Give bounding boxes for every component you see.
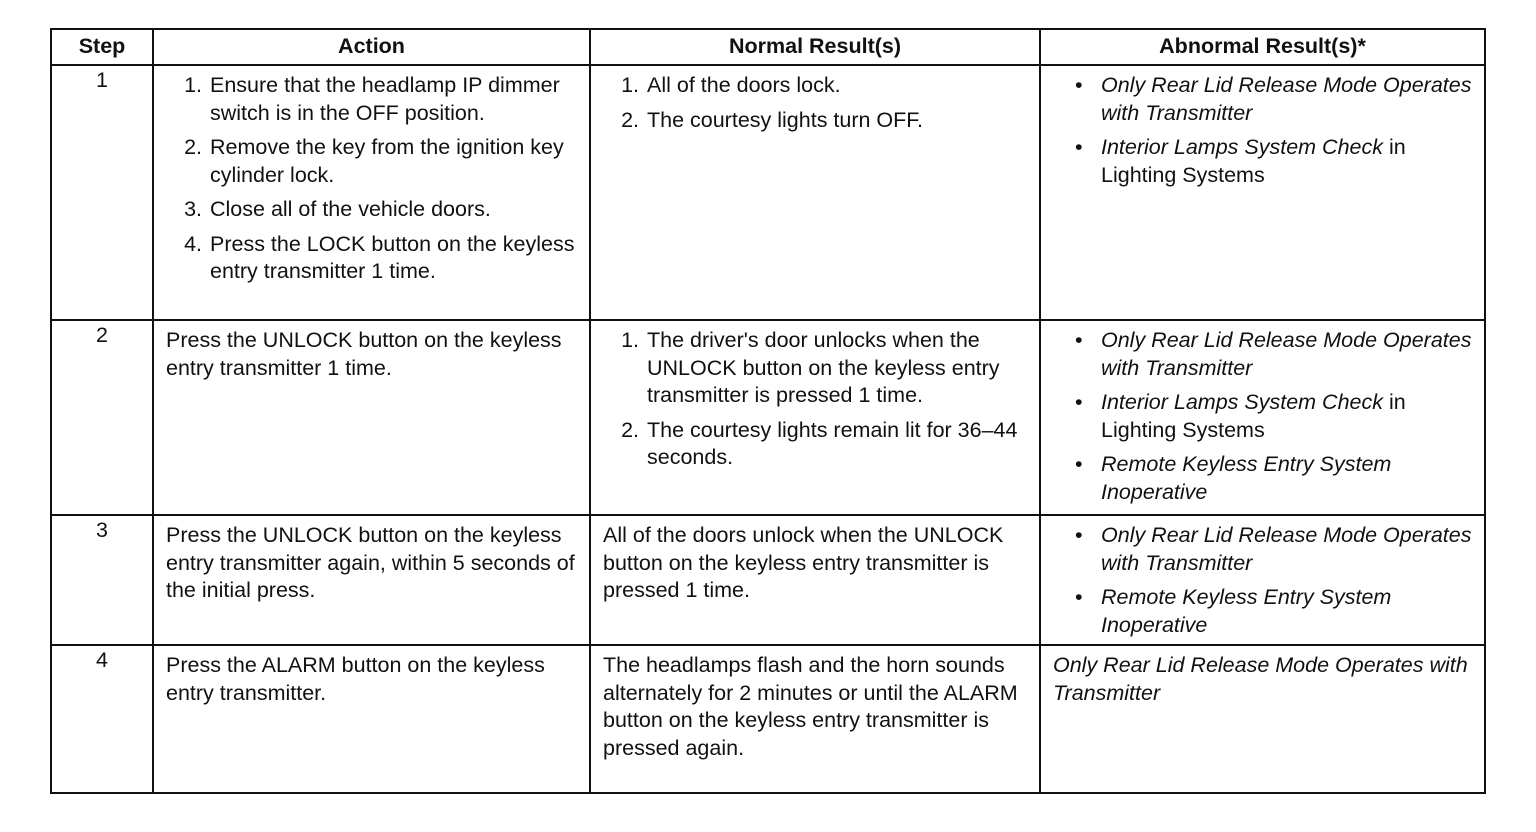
list-item: • Interior Lamps System Check in Lighting Systems: [1101, 134, 1474, 189]
list-item: 3. Close all of the vehicle doors.: [184, 197, 491, 221]
list-item: 1. The driver's door unlocks when the UNLOCK button on the keyless entry transmitter is pressed 1 time.: [621, 328, 1000, 407]
normal-result-cell: [590, 320, 1040, 515]
list-item: 2. Remove the key from the ignition key cylinder lock.: [184, 135, 564, 187]
step-number: 2: [51, 320, 153, 515]
action-cell: Press the ALARM button on the keyless entry transmitter.: [153, 645, 590, 793]
list-item: • Only Rear Lid Release Mode Operates with Transmitter: [1101, 327, 1474, 382]
list-item: • Remote Keyless Entry System Inoperative: [1101, 584, 1474, 639]
list-item: 4. Press the LOCK button on the keyless entry transmitter 1 time.: [184, 231, 575, 283]
table-row: [51, 320, 1485, 515]
abnormal-result-list: [1053, 72, 1474, 189]
list-item: 2. The courtesy lights turn OFF.: [621, 107, 924, 132]
list-item: • Only Rear Lid Release Mode Operates with Transmitter: [1101, 72, 1474, 127]
diagnostic-table: [50, 28, 1486, 794]
normal-result-cell: The headlamps flash and the horn sounds alternately for 2 minutes or until the ALARM button on the keyless entry transmitter is pressed again.: [590, 645, 1040, 793]
abnormal-result-list: [1053, 522, 1474, 639]
abnormal-result-text: Only Rear Lid Release Mode Operates with Transmitter: [1053, 653, 1468, 705]
table-row: [51, 645, 1485, 793]
abnormal-result-cell: [1040, 65, 1485, 320]
action-list: [166, 72, 579, 286]
normal-result-cell: [590, 65, 1040, 320]
list-item: • Only Rear Lid Release Mode Operates with Transmitter: [1101, 522, 1474, 577]
action-cell: Press the UNLOCK button on the keyless entry transmitter 1 time.: [153, 320, 590, 515]
abnormal-result-cell: [1040, 515, 1485, 645]
list-item: • Interior Lamps System Check in Lighting Systems: [1101, 389, 1474, 444]
abnormal-result-list: [1053, 327, 1474, 506]
list-item: • Remote Keyless Entry System Inoperative: [1101, 451, 1474, 506]
normal-result-list: [603, 72, 1029, 134]
abnormal-result-cell: [1040, 320, 1485, 515]
normal-result-list: [603, 327, 1029, 472]
header-action: Action: [153, 29, 590, 65]
table-row: [51, 65, 1485, 320]
list-item: 1. Ensure that the headlamp IP dimmer switch is in the OFF position.: [184, 73, 560, 125]
abnormal-result-cell: [1040, 645, 1485, 793]
action-cell: [153, 65, 590, 320]
header-row: [51, 29, 1485, 65]
list-item: 1. All of the doors lock.: [621, 73, 841, 97]
action-cell: Press the UNLOCK button on the keyless entry transmitter again, within 5 seconds of the initial press.: [153, 515, 590, 645]
step-number: 3: [51, 515, 153, 645]
normal-result-cell: All of the doors unlock when the UNLOCK button on the keyless entry transmitter is pressed 1 time.: [590, 515, 1040, 645]
list-item: 2. The courtesy lights remain lit for 36–44 seconds.: [621, 417, 1018, 469]
step-number: 4: [51, 645, 153, 793]
table-row: [51, 515, 1485, 645]
header-step: Step: [51, 29, 153, 65]
header-normal-results: Normal Result(s): [590, 29, 1040, 65]
step-number: 1: [51, 65, 153, 320]
header-abnormal-results: Abnormal Result(s)*: [1040, 29, 1485, 65]
